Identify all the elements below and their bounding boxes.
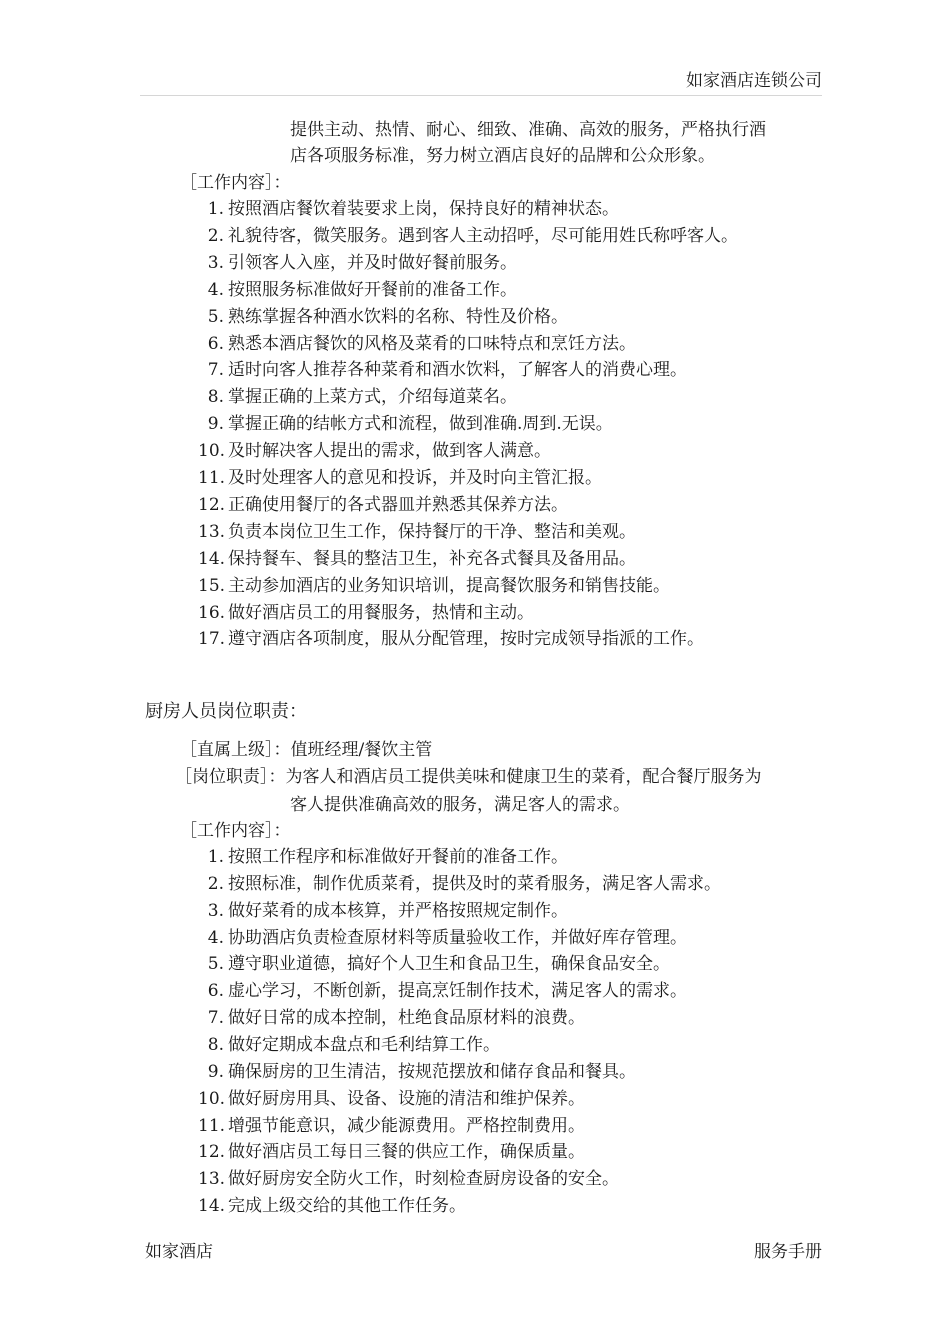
list-item-text: 保持餐车、餐具的整洁卫生，补充各式餐具及备用品。 <box>228 548 636 569</box>
list-item-number: 9. <box>207 1061 224 1082</box>
duty-line: ［岗位职责］：为客人和酒店员工提供美味和健康卫生的菜肴，配合餐厅服务为 <box>175 767 762 787</box>
header-company-name: 如家酒店连锁公司 <box>686 71 822 91</box>
list-item <box>198 898 568 924</box>
list-item <box>198 465 602 491</box>
duty-continuation-line: 客人提供准确高效的服务，满足客人的需求。 <box>290 795 630 815</box>
list-item-number: 4. <box>207 279 224 300</box>
list-item-text: 增强节能意识，减少能源费用。严格控制费用。 <box>228 1115 585 1136</box>
list-item-number: 3. <box>207 900 224 921</box>
list-item-number: 2. <box>207 873 224 894</box>
list-item <box>198 1032 500 1058</box>
list-item <box>198 1005 585 1031</box>
list-item-text: 熟悉本酒店餐饮的风格及菜肴的口味特点和烹饪方法。 <box>228 333 636 354</box>
list-item-text: 正确使用餐厅的各式器皿并熟悉其保养方法。 <box>228 494 568 515</box>
list-item-text: 做好厨房安全防火工作，时刻检查厨房设备的安全。 <box>228 1169 619 1190</box>
list-item <box>198 1086 585 1112</box>
list-item-number: 5. <box>207 306 224 327</box>
list-item-text: 及时处理客人的意见和投诉，并及时向主管汇报。 <box>228 468 602 488</box>
list-item-text: 及时解决客人提出的需求，做到客人满意。 <box>228 441 551 462</box>
list-item-text: 虚心学习，不断创新，提高烹饪制作技术，满足客人的需求。 <box>228 981 687 1002</box>
header-divider <box>140 95 822 96</box>
list-item <box>198 384 517 410</box>
list-item-number: 13. <box>198 521 226 542</box>
list-item <box>198 844 568 870</box>
list-item-number: 16. <box>198 602 226 623</box>
list-item <box>198 331 636 357</box>
list-item-number: 10. <box>198 1088 226 1109</box>
list-item-text: 做好厨房用具、设备、设施的清洁和维护保养。 <box>228 1088 585 1109</box>
list-item-number: 17. <box>198 629 226 650</box>
list-item <box>198 1113 585 1139</box>
direct-superior-line: ［直属上级］：值班经理/餐饮主管 <box>180 740 433 760</box>
list-item-text: 完成上级交给的其他工作任务。 <box>228 1196 466 1217</box>
list-item-number: 10. <box>198 441 226 462</box>
list-item <box>198 1139 585 1165</box>
list-item-number: 12. <box>198 1142 226 1163</box>
list-item-text: 做好菜肴的成本核算，并严格按照规定制作。 <box>228 900 568 921</box>
list-item-number: 11. <box>198 1115 226 1136</box>
list-item-text: 做好酒店员工的用餐服务，热情和主动。 <box>228 602 534 623</box>
list-item-text: 按照服务标准做好开餐前的准备工作。 <box>228 279 517 300</box>
list-item-text: 做好日常的成本控制，杜绝食品原材料的浪费。 <box>228 1008 585 1029</box>
list-item-number: 3. <box>207 252 224 273</box>
list-item <box>198 277 517 303</box>
list-item-text: 主动参加酒店的业务知识培训，提高餐饮服务和销售技能。 <box>228 575 670 596</box>
list-item-number: 8. <box>207 1034 224 1055</box>
list-item-number: 1. <box>207 847 224 867</box>
list-item-text: 引领客人入座，并及时做好餐前服务。 <box>228 252 517 273</box>
list-item-text: 掌握正确的结帐方式和流程，做到准确.周到.无误。 <box>228 414 613 435</box>
list-item-number: 9. <box>207 414 224 435</box>
list-item-number: 2. <box>207 225 224 246</box>
work-content-label: ［工作内容］： <box>180 821 291 841</box>
list-item <box>198 357 687 383</box>
footer-hotel-name: 如家酒店 <box>145 1242 213 1262</box>
list-item <box>198 626 704 652</box>
footer-manual-name: 服务手册 <box>754 1242 822 1262</box>
list-item-text: 做好定期成本盘点和毛利结算工作。 <box>228 1034 500 1055</box>
list-item <box>198 519 636 545</box>
list-item-number: 14. <box>198 548 226 569</box>
list-item-number: 6. <box>207 981 224 1002</box>
list-item-text: 礼貌待客，微笑服务。遇到客人主动招呼，尽可能用姓氏称呼客人。 <box>228 225 738 246</box>
list-item-text: 确保厨房的卫生清洁，按规范摆放和储存食品和餐具。 <box>228 1061 636 1082</box>
list-item <box>198 1193 466 1219</box>
list-item-text: 按照工作程序和标准做好开餐前的准备工作。 <box>228 847 568 867</box>
list-item-number: 7. <box>207 360 224 381</box>
list-item <box>198 925 687 951</box>
list-item <box>198 871 721 897</box>
list-item-text: 适时向客人推荐各种菜肴和酒水饮料，了解客人的消费心理。 <box>228 360 687 381</box>
list-item-text: 负责本岗位卫生工作，保持餐厅的干净、整洁和美观。 <box>228 521 636 542</box>
duty-continuation-line: 店各项服务标准，努力树立酒店良好的品牌和公众形象。 <box>290 146 715 166</box>
list-item <box>198 951 670 977</box>
list-item-number: 8. <box>207 387 224 408</box>
list-item-number: 13. <box>198 1169 226 1190</box>
list-item <box>198 438 551 464</box>
list-item <box>198 573 670 599</box>
list-item-text: 遵守职业道德，搞好个人卫生和食品卫生，确保食品安全。 <box>228 954 670 975</box>
list-item <box>198 1059 636 1085</box>
list-item-number: 7. <box>207 1008 224 1029</box>
list-item-text: 按照酒店餐饮着装要求上岗，保持良好的精神状态。 <box>228 199 619 219</box>
list-item <box>198 978 687 1004</box>
list-item <box>198 250 517 276</box>
list-item <box>198 196 619 222</box>
list-item-text: 做好酒店员工每日三餐的供应工作，确保质量。 <box>228 1142 585 1163</box>
list-item-number: 14. <box>198 1196 226 1217</box>
list-item <box>198 223 738 249</box>
list-item-number: 11. <box>198 468 226 488</box>
list-item-number: 4. <box>207 927 224 948</box>
list-item-number: 5. <box>207 954 224 975</box>
list-item-text: 按照标准，制作优质菜肴，提供及时的菜肴服务，满足客人需求。 <box>228 873 721 894</box>
list-item-number: 1. <box>207 199 224 219</box>
list-item-number: 15. <box>198 575 226 596</box>
list-item <box>198 1166 619 1192</box>
list-item-number: 12. <box>198 494 226 515</box>
duty-continuation-line: 提供主动、热情、耐心、细致、准确、高效的服务，严格执行酒 <box>290 120 766 140</box>
list-item <box>198 411 613 437</box>
list-item-text: 掌握正确的上菜方式，介绍每道菜名。 <box>228 387 517 408</box>
list-item <box>198 600 534 626</box>
list-item <box>198 492 568 518</box>
list-item-number: 6. <box>207 333 224 354</box>
list-item-text: 熟练掌握各种酒水饮料的名称、特性及价格。 <box>228 306 568 327</box>
list-item-text: 遵守酒店各项制度，服从分配管理，按时完成领导指派的工作。 <box>228 629 704 650</box>
list-item-text: 协助酒店负责检查原材料等质量验收工作，并做好库存管理。 <box>228 927 687 948</box>
section-title-kitchen: 厨房人员岗位职责： <box>145 701 307 722</box>
work-content-label: ［工作内容］： <box>180 173 291 193</box>
list-item <box>198 546 636 572</box>
list-item <box>198 304 568 330</box>
